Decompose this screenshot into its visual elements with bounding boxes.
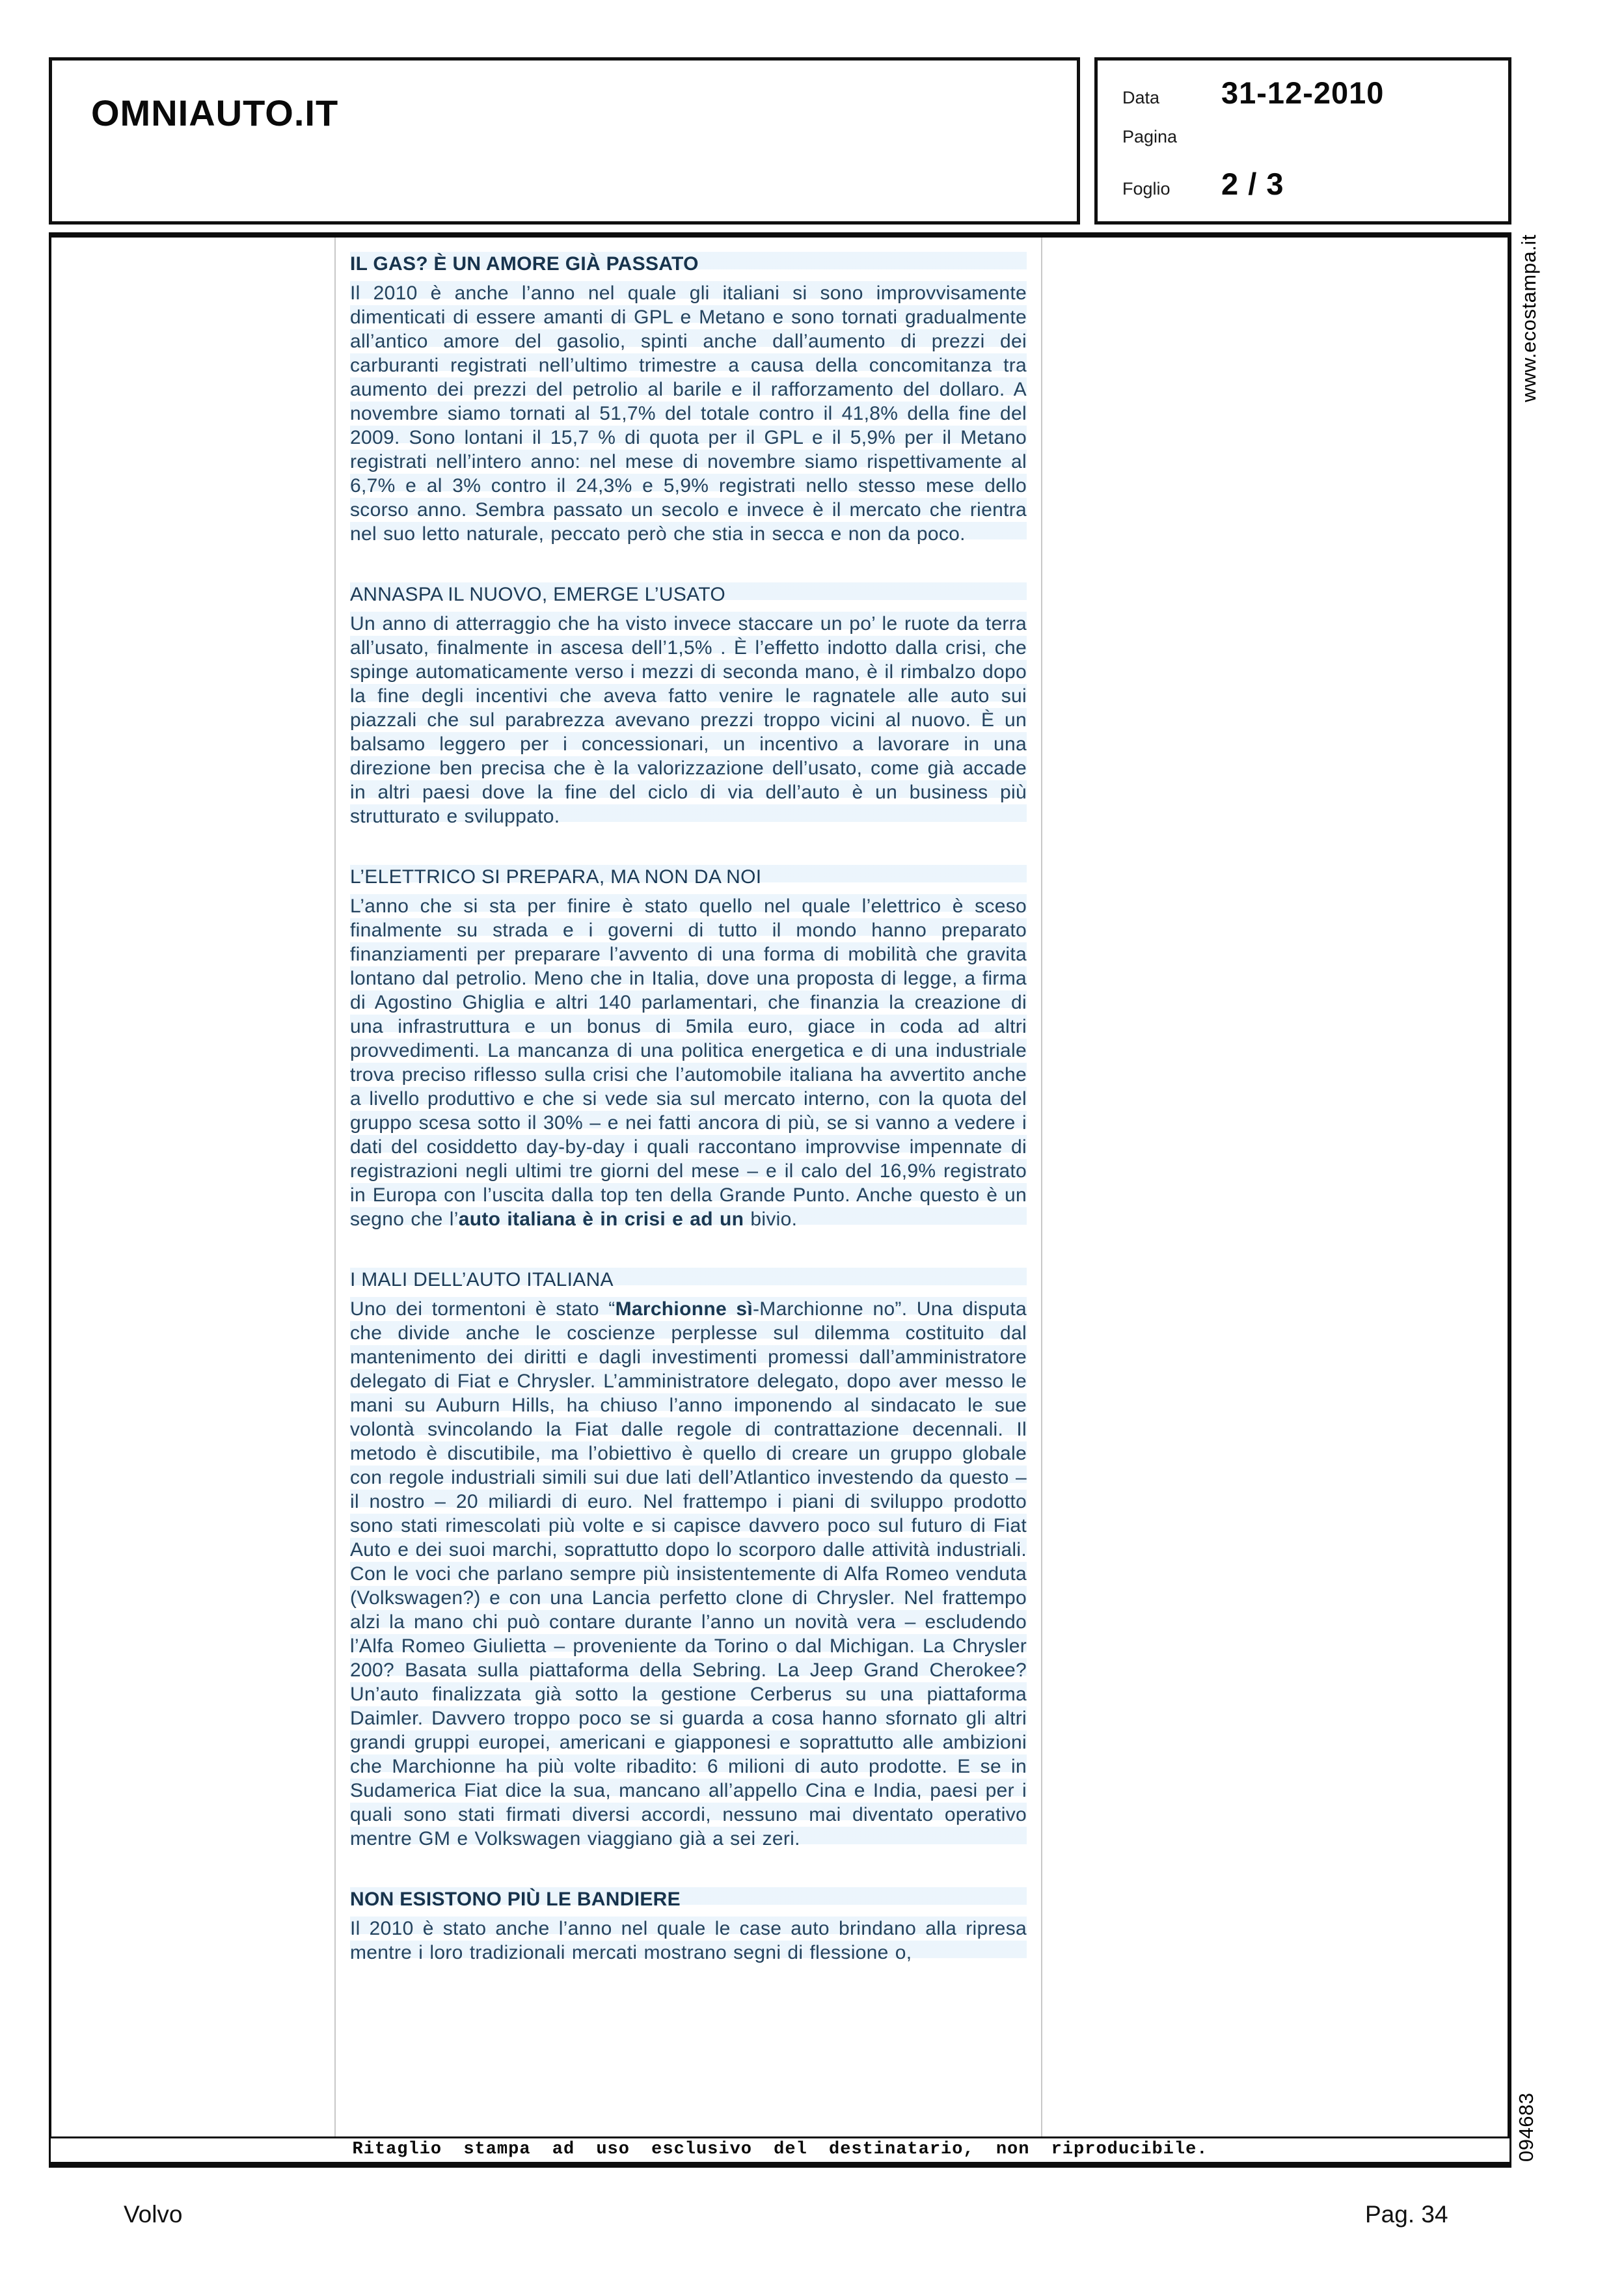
article-section <box>350 1268 1027 1851</box>
page-label: Pagina <box>1122 127 1178 146</box>
ecostampa-watermark: www.ecostampa.it <box>1517 234 1540 402</box>
section-heading: I MALI DELL’AUTO ITALIANA <box>350 1268 1027 1292</box>
client-name: Volvo <box>124 2201 183 2228</box>
source-box <box>49 57 1080 225</box>
date-value: 31-12-2010 <box>1221 75 1385 110</box>
section-paragraph: Il 2010 è stato anche l’anno nel quale le case auto brindano alla ripresa mentre i loro tradizionali mercati mostrano segni di flessione o, <box>350 1918 1027 1963</box>
article-section <box>350 252 1027 546</box>
page-row <box>1122 127 1221 147</box>
date-row <box>1122 75 1384 111</box>
section-heading: NON ESISTONO PIÙ LE BANDIERE <box>350 1887 1027 1911</box>
date-label: Data <box>1122 88 1160 107</box>
section-heading: ANNASPA IL NUOVO, EMERGE L’USATO <box>350 582 1027 607</box>
section-heading: IL GAS? È UN AMORE GIÀ PASSATO <box>350 252 1027 276</box>
disclaimer-text: Ritaglio stampa ad uso esclusivo del destinatario, non riproducibile. <box>352 2140 1208 2159</box>
section-paragraph: Uno dei tormentoni è stato “Marchionne sì-Marchionne no”. Una disputa che divide anche le coscienze perplesse sul dilemma costituito dal mantenimento dei diritti e dagli investimenti promessi dall’amministratore delegato di Fiat e Chrysler. L’amministratore delegato, dopo aver messo le mani su Auburn Hills, ha chiuso l’anno imponendo al sindacato le sue volontà svincolando la Fiat dalle regole di contrattazione decennali. Il metodo è discutibile, ma l’obiettivo è quello di creare un gruppo globale con regole industriali simili sui due lati dell’Atlantico investendo da questo – il nostro – 20 miliardi di euro. Nel frattempo i piani di sviluppo prodotto sono stati rimescolati più volte e si capisce davvero poco sul futuro di Fiat Auto e dei suoi marchi, soprattutto dopo lo scorporo dalle attività industriali. Con le voci che parlano sempre più insistentemente di Alfa Romeo venduta (Volkswagen?) e con una Lancia perfetto clone di Chrysler. Nel frattempo alzi la mano chi può contare durante l’anno un novità vera – escludendo l’Alfa Romeo Giulietta – proveniente da Torino o dal Michigan. La Chrysler 200? Basata sulla piattaforma della Sebring. La Jeep Grand Cherokee? Un’auto finalizzata già sotto la gestione Cerberus su una piattaforma Daimler. Davvero troppo poco se si guarda a cosa hanno sfornato gli altri grandi gruppi europei, americani e giapponesi e soprattutto alle ambizioni che Marchionne ha più volte ribadito: 6 milioni di auto prodotte. E se in Sudamerica Fiat dice la sua, mancano all’appello Cina e India, paesi per i quali sono stati firmati diversi accordi, nessuno mai diventato operativo mentre GM e Volkswagen viaggiano già a sei zeri. <box>350 1298 1027 1849</box>
section-heading: L’ELETTRICO SI PREPARA, MA NON DA NOI <box>350 865 1027 889</box>
article-section <box>350 582 1027 828</box>
disclaimer-strip <box>49 2136 1511 2168</box>
clipping-code: 094683 <box>1515 2092 1537 2162</box>
sheet-row <box>1122 166 1284 202</box>
section-paragraph: Il 2010 è anche l’anno nel quale gli italiani si sono improvvisamente dimenticati di essere amanti di GPL e Metano e sono tornati gradualmente all’antico amore del gasolio, spinti anche dall’aumento di prezzi dei carburanti registrati nell’ultimo trimestre a causa della concomitanza tra aumento dei prezzi del petrolio al barile e il rafforzamento del dollaro. A novembre siamo tornati al 51,7% del totale contro il 41,8% della fine del 2009. Sono lontani il 15,7 % di quota per il GPL e il 5,9% per il Metano registrati nell’intero anno: nel mese di novembre siamo rispettivamente al 6,7% e al 3% contro il 24,3% e 5,9% registrati nello stesso mese dello scorso anno. Sembra passato un secolo e invece è il mercato che rientra nel suo letto naturale, peccato però che stia in secca e non da poco. <box>350 282 1027 545</box>
page-reference: Pag. 34 <box>1365 2201 1448 2228</box>
section-paragraph: L’anno che si sta per finire è stato quello nel quale l’elettrico è sceso finalmente su strada e i governi di tutto il mondo hanno preparato finanziamenti per preparare l’avvento di una forma di mobilità che gravita lontano dal petrolio. Meno che in Italia, dove una proposta di legge, a firma di Agostino Ghiglia e altri 140 parlamentari, che finanzia la creazione di una infrastruttura e un bonus di 5mila euro, giace in coda ad altri provvedimenti. La mancanza di una politica energetica e di una industriale trova preciso riflesso sulla crisi che l’automobile italiana ha avvertito anche a livello produttivo e che si vede sia sul mercato interno, con la quota del gruppo scesa sotto il 30% – e nei fatti ancora di più, se si vanno a vedere i dati del cosiddetto day-by-day i quali raccontano improvvise impennate di registrazioni negli ultimi tre giorni del mese – e il calo del 16,9% registrato in Europa con l’uscita dalla top ten della Grande Punto. Anche questo è un segno che l’auto italiana è in crisi e ad un bivio. <box>350 895 1027 1230</box>
section-paragraph: Un anno di atterraggio che ha visto invece staccare un po’ le ruote da terra all’usato, finalmente in ascesa dell’1,5% . È l’effetto indotto dalla crisi, che spinge automaticamente verso i mezzi di seconda mano, è il rimbalzo dopo la fine degli incentivi che aveva fatto venire le ragnatele alle auto sui piazzali che sul parabrezza avevano prezzi troppo vicini al nuovo. È un balsamo leggero per i concessionari, un incentivo a lavorare in una direzione ben precisa che è la valorizzazione dell’usato, come già accade in altri paesi dove la fine del ciclo di via dell’auto è un business più strutturato e sviluppato. <box>350 613 1027 827</box>
article-section <box>350 865 1027 1231</box>
article-section <box>350 1887 1027 1965</box>
sheet-label: Foglio <box>1122 179 1171 198</box>
sheet-value: 2 / 3 <box>1221 167 1284 201</box>
article-sections <box>334 238 1042 2136</box>
source-name: OMNIAUTO.IT <box>91 92 339 133</box>
meta-box <box>1094 57 1511 225</box>
